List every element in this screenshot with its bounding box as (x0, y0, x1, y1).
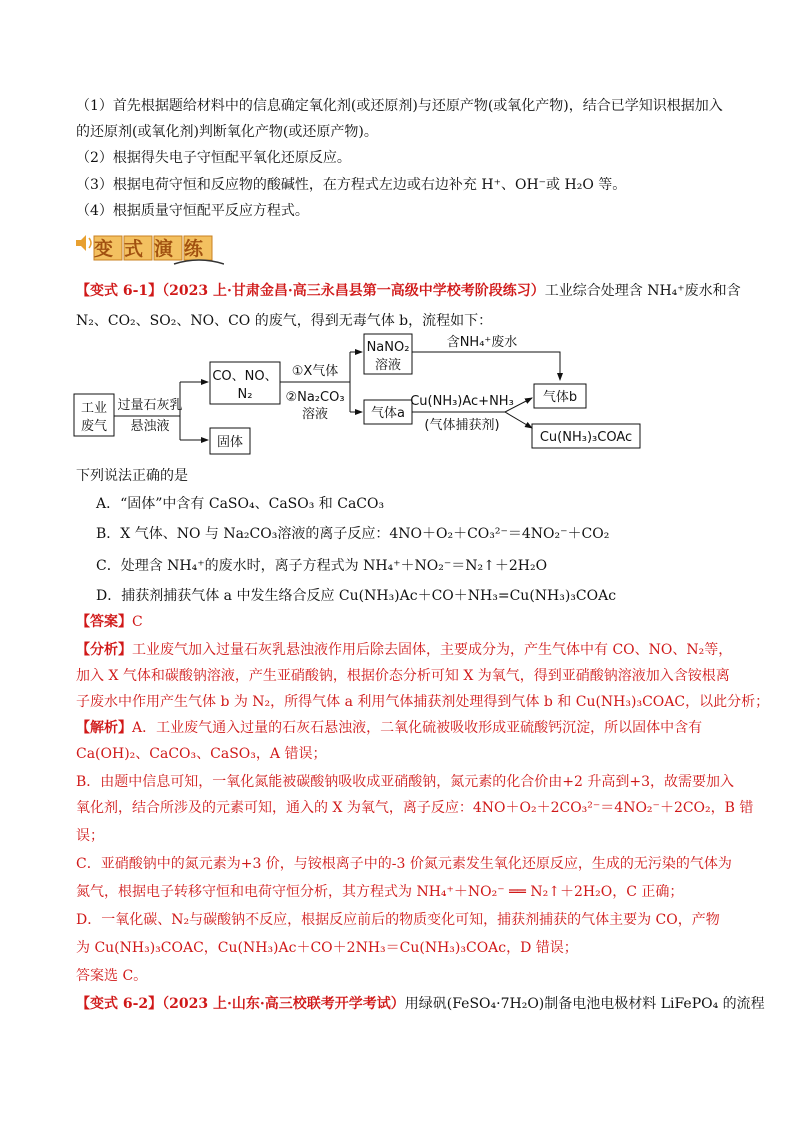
option-d: D．捕获剂捕获气体 a 中发生络合反应 Cu(NH₃)Ac＋CO＋NH₃=Cu(NH₃)₃COAc (96, 588, 617, 604)
explain-line-4: 氧化剂，结合所涉及的元素可知，通入的 X 为氧气，离子反应：4NO＋O₂＋2CO₃²⁻＝4NO₂⁻＋2CO₂，B 错 (76, 800, 754, 816)
pen-icon (174, 260, 224, 264)
arrow2-top-label: ①X气体 (291, 364, 339, 379)
analysis-line-2: 加入 X 气体和碳酸钠溶液，产生亚硝酸钠，根据价态分析可知 X 为氧气，得到亚硝酸钠溶液加入含铵根离 (76, 668, 730, 684)
answer-line: 【答案】C (76, 614, 143, 630)
banner-title: 变式演练 (93, 238, 215, 260)
explain-line-5: 误； (76, 828, 104, 844)
speaker-icon (76, 235, 91, 251)
arrow1-bottom-label: 悬浊液 (130, 419, 170, 434)
box-gas-a-label: 气体a (371, 406, 405, 421)
box-product-label: Cu(NH₃)₃COAc (539, 430, 633, 445)
method-line-1: （1）首先根据题给材料中的信息确定氧化剂(或还原剂)与还原产物(或氧化产物)，结合已学知识根据加入 (76, 98, 723, 114)
explain-line-8: D．一氧化碳、N₂与碳酸钠不反应，根据反应前后的物质变化可知，捕获剂捕获的气体主要为 CO，产物 (76, 912, 720, 928)
option-c: C．处理含 NH₄⁺的废水时，离子方程式为 NH₄⁺＋NO₂⁻＝N₂↑＋2H₂O (96, 558, 548, 574)
q61-prompt: 下列说法正确的是 (76, 468, 188, 484)
q61-stem: N₂、CO₂、SO₂、NO、CO 的废气，得到无毒气体 b，流程如下： (76, 313, 493, 329)
explain-line-1: 【解析】A．工业废气通入过量的石灰石悬浊液，二氧化硫被吸收形成亚硫酸钙沉淀，所以固体中含有 (76, 720, 703, 736)
method-line-2: （2）根据得失电子守恒配平氧化还原反应。 (76, 150, 351, 166)
explain-line-3: B．由题中信息可知，一氧化氮能被碳酸钠吸收成亚硝酸钠，氮元素的化合价由+2 升高到+3，故需要加入 (76, 774, 735, 790)
method-line-1-cont: 的还原剂(或氧化剂)判断氧化产物(或还原产物)。 (76, 124, 378, 140)
conclusion: 答案选 C。 (76, 968, 148, 984)
box-gas-line2: N₂ (237, 387, 253, 402)
arrow-to-product (505, 412, 532, 428)
q62-heading: 【变式 6-2】（2023 上·山东·高三校联考开学考试）用绿矾(FeSO₄·7H₂O)制备电池电极材料 LiFePO₄ 的流程 (76, 996, 765, 1012)
option-b: B．X 气体、NO 与 Na₂CO₃溶液的离子反应：4NO＋O₂＋CO₃²⁻＝4NO₂⁻＋CO₂ (96, 526, 610, 542)
box-waste-line2: 废气 (80, 419, 108, 434)
analysis-line-1: 【分析】工业废气加入过量石灰乳悬浊液作用后除去固体，主要成分为，产生气体中有 CO、NO、N₂等， (76, 642, 733, 658)
arrow3-top-label: Cu(NH₃)Ac+NH₃ (410, 394, 514, 409)
explain-line-6: C．亚硝酸钠中的氮元素为+3 价，与铵根离子中的-3 价氮元素发生氧化还原反应，生成的无污染的气体为 (76, 856, 732, 872)
arrow1-top-label: 过量石灰乳 (117, 398, 183, 413)
arrow-top-label: 含NH₄⁺废水 (446, 335, 518, 350)
explain-line-7: 氮气，根据电子转移守恒和电荷守恒分析，其方程式为 NH₄⁺＋NO₂⁻ ══ N₂↑＋2H₂O，C 正确； (76, 884, 684, 900)
option-a: A．“固体”中含有 CaSO₄、CaSO₃ 和 CaCO₃ (96, 496, 385, 512)
flow-chart (70, 328, 760, 462)
box-nano2-line2: 溶液 (374, 358, 402, 373)
box-gas-line1: CO、NO、 (212, 369, 278, 384)
box-nano2-line1: NaNO₂ (366, 340, 410, 355)
arrow2-bottom-label2: 溶液 (301, 407, 329, 422)
practice-banner (74, 228, 224, 272)
arrow3-bottom-label: (气体捕获剂) (424, 418, 500, 433)
box-gas-b-label: 气体b (542, 390, 578, 405)
box-solid-label: 固体 (216, 435, 244, 450)
analysis-line-3: 子废水中作用产生气体 b 为 N₂，所得气体 a 利用气体捕获剂处理得到气体 b 和 Cu(NH₃)₃COAC，以此分析； (76, 694, 770, 710)
arrow-nano2-to-gas-b (412, 352, 560, 380)
arrow2-bottom-label1: ②Na₂CO₃ (285, 390, 345, 405)
explain-line-2: Ca(OH)₂、CaCO₃、CaSO₃，A 错误； (76, 746, 327, 762)
explain-line-9: 为 Cu(NH₃)₃COAC，Cu(NH₃)Ac＋CO＋2NH₃＝Cu(NH₃)₃COAc，D 错误； (76, 940, 578, 956)
q61-heading: 【变式 6-1】（2023 上·甘肃金昌·高三永昌县第一高级中学校考阶段练习）工业综合处理含 NH₄⁺废水和含 (76, 283, 741, 299)
method-line-3: （3）根据电荷守恒和反应物的酸碱性，在方程式左边或右边补充 H⁺、OH⁻或 H₂O 等。 (76, 177, 627, 193)
method-line-4: （4）根据质量守恒配平反应方程式。 (76, 203, 309, 219)
box-waste-line1: 工业 (80, 401, 108, 416)
